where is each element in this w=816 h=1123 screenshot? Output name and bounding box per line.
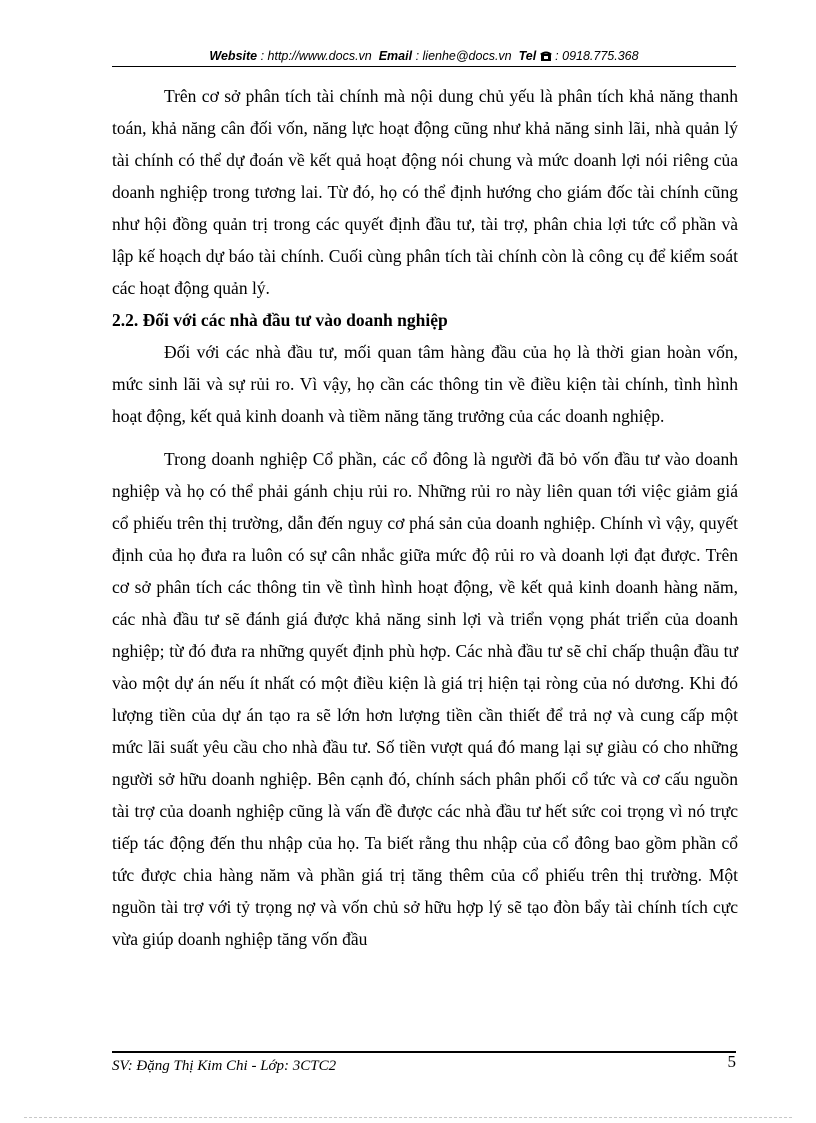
paragraph-3: Trong doanh nghiệp Cổ phần, các cổ đông là người đã bỏ vốn đầu tư vào doanh nghiệp và họ có thể phải gánh chịu rủi ro. Những rủi ro này liên quan tới việc giảm giá cổ phiếu trên thị trường, dẫn đến nguy cơ phá sản của doanh nghiệp. Chính vì vậy, quyết định của họ đưa ra luôn có sự cân nhắc giữa mức độ rủi ro và doanh lợi đạt được. Trên cơ sở phân tích các thông tin về tình hình hoạt động, về kết quả kinh doanh hàng năm, các nhà đầu tư sẽ đánh giá được khả năng sinh lợi và triển vọng phát triển của doanh nghiệp; từ đó đưa ra những quyết định phù hợp. Các nhà đầu tư sẽ chỉ chấp thuận đầu tư vào một dự án nếu ít nhất có một điều kiện là giá trị hiện tại ròng của nó dương. Khi đó lượng tiền của dự án tạo ra sẽ lớn hơn lượng tiền cần thiết để trả nợ và cung cấp một mức lãi suất yêu cầu cho nhà đầu tư. Số tiền vượt quá đó mang lại sự giàu có cho những người sở hữu doanh nghiệp. Bên cạnh đó, chính sách phân phối cổ tức và cơ cấu nguồn tài trợ của doanh nghiệp cũng là vấn đề được các nhà đầu tư hết sức coi trọng vì nó trực tiếp tác động đến thu nhập của họ. Ta biết rằng thu nhập của cổ đông bao gồm phần cổ tức được chia hàng năm và phần giá trị tăng thêm của cổ phiếu trên thị trường. Một nguồn tài trợ với tỷ trọng nợ và vốn chủ sở hữu hợp lý sẽ tạo đòn bẩy tài chính tích cực vừa giúp doanh nghiệp tăng vốn đầu [112,449,738,949]
phone-number: : 0918.775.368 [555,49,639,63]
page-number: 5 [727,1052,736,1071]
paragraph-2: Đối với các nhà đầu tư, mối quan tâm hàng đầu của họ là thời gian hoàn vốn, mức sinh lãi và sự rủi ro. Vì vậy, họ cần các thông tin về điều kiện tài chính, tình hình hoạt động, kết quả kinh doanh và tiềm năng tăng trưởng của các doanh nghiệp. [112,342,738,426]
tel-label: Tel [518,49,537,63]
page-header [112,47,736,65]
phone-icon [540,49,555,63]
page-boundary [24,1117,792,1118]
website-url: : http://www.docs.vn [260,49,372,63]
email-label: Email [378,49,413,63]
section-heading-2-2: 2.2. Đối với các nhà đầu tư vào doanh nghiệp [112,310,448,330]
email-address: : lienhe@docs.vn [415,49,512,63]
footer-author: SV: Đặng Thị Kim Chi - Lớp: 3CTC2 [112,1058,337,1074]
document-body [112,80,738,955]
footer-divider [112,1051,736,1053]
website-label: Website [209,49,258,63]
paragraph-1: Trên cơ sở phân tích tài chính mà nội dung chủ yếu là phân tích khả năng thanh toán, khả năng cân đối vốn, năng lực hoạt động cũng như khả năng sinh lãi, nhà quản lý tài chính có thể dự đoán về kết quả hoạt động nói chung và mức doanh lợi nói riêng của doanh nghiệp trong tương lai. Từ đó, họ có thể định hướng cho giám đốc tài chính cũng như hội đồng quản trị trong các quyết định đầu tư, tài trợ, phân chia lợi tức cổ phần và lập kế hoạch dự báo tài chính. Cuối cùng phân tích tài chính còn là công cụ để kiểm soát các hoạt động quản lý. [112,86,738,298]
header-divider [112,66,736,67]
